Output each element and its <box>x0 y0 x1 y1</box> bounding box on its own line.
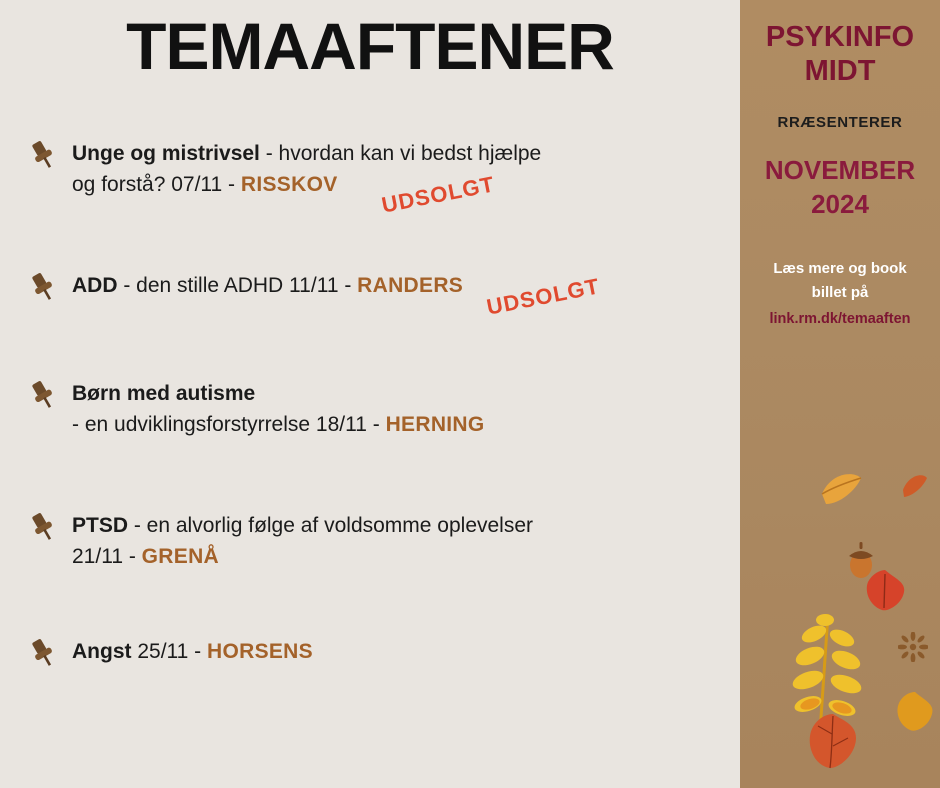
brand-line-2: MIDT <box>804 55 876 87</box>
year-label: 2024 <box>811 189 869 219</box>
event-title: Unge og mistrivsel <box>72 142 260 165</box>
event-desc-2: - en udviklingsforstyrrelse 18/11 - <box>72 413 386 436</box>
event-title: Børn med autisme <box>72 382 256 405</box>
event-title: Angst <box>72 640 132 663</box>
list-item[interactable] <box>26 378 726 454</box>
pushpin-icon <box>26 138 60 172</box>
event-desc: - den stille ADHD 11/11 - <box>117 274 358 297</box>
event-city: GRENÅ <box>141 545 219 568</box>
list-item[interactable] <box>26 636 726 676</box>
month-label: NOVEMBER <box>764 155 916 185</box>
event-city: RISSKOV <box>240 173 338 196</box>
event-text <box>72 636 726 667</box>
event-desc: - hvordan kan vi bedst hjælpe <box>259 142 542 165</box>
event-text <box>72 378 726 440</box>
event-text <box>72 270 726 301</box>
booking-line-2: billet på <box>811 284 869 301</box>
leaf-icon <box>802 712 864 772</box>
pushpin-icon <box>26 378 60 412</box>
pushpin-icon <box>26 270 60 304</box>
date-block <box>740 153 940 221</box>
pushpin-icon <box>26 510 60 544</box>
page-title: TEMAAFTENER <box>126 9 614 83</box>
list-item[interactable] <box>26 510 726 586</box>
event-city: HORSENS <box>207 640 313 663</box>
event-list <box>26 138 726 676</box>
event-city: RANDERS <box>357 274 464 297</box>
event-desc: 25/11 - <box>131 640 207 663</box>
status-badge: UDSOLGT <box>484 273 602 320</box>
event-desc: - en alvorlig følge af voldsomme oplevelser <box>128 514 534 537</box>
pushpin-icon <box>26 636 60 670</box>
list-item[interactable] <box>26 270 726 320</box>
presents-label: RRÆSENTERER <box>777 114 903 131</box>
event-title: ADD <box>72 274 118 297</box>
sidebar <box>740 0 940 788</box>
leaf-icon <box>818 468 864 508</box>
booking-line-1: Læs mere og book <box>773 260 907 277</box>
booking-info <box>740 257 940 331</box>
event-desc-2: 21/11 - <box>72 545 142 568</box>
event-text <box>72 510 726 572</box>
list-item[interactable] <box>26 138 726 218</box>
event-title: PTSD <box>72 514 129 537</box>
event-desc-2: og forstå? 07/11 - <box>72 173 241 196</box>
booking-link[interactable]: link.rm.dk/temaaften <box>769 311 911 327</box>
brand-name <box>740 20 940 88</box>
status-badge: UDSOLGT <box>379 171 497 218</box>
leaf-icon <box>892 690 938 734</box>
star-anise-icon <box>898 632 928 662</box>
brand-line-1: PSYKINFO <box>765 21 915 53</box>
leaf-icon <box>900 470 930 500</box>
event-city: HERNING <box>385 413 485 436</box>
